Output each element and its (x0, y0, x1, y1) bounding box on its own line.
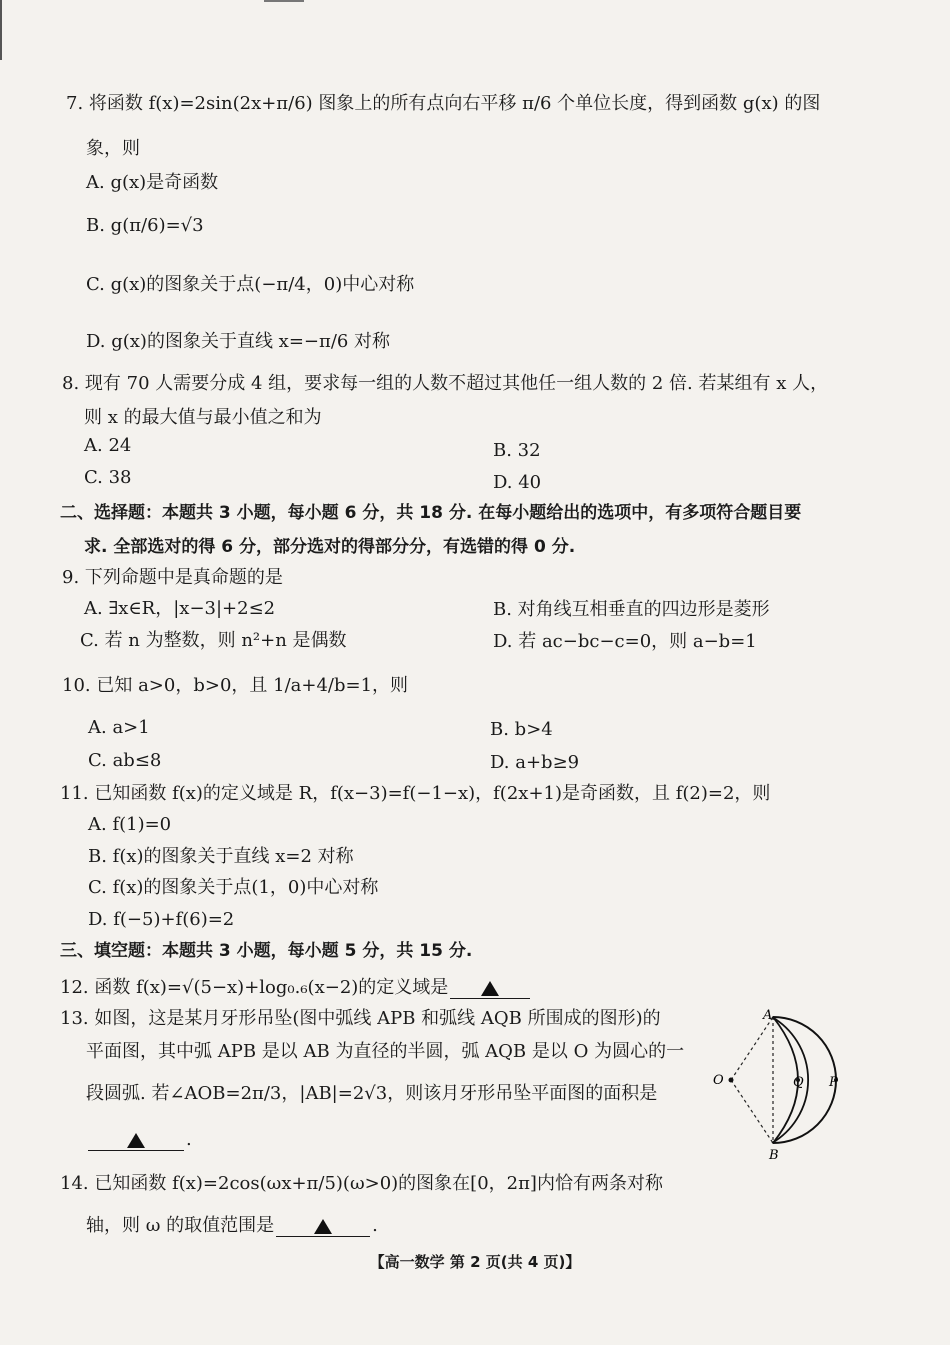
q7-option-d: D. g(x)的图象关于直线 x=−π/6 对称 (86, 331, 391, 352)
section2-heading-line1: 二、选择题：本题共 3 小题，每小题 6 分，共 18 分. 在每小题给出的选项中，有多项符合题目要 (60, 503, 802, 523)
q9-option-a: A. ∃x∈R，|x−3|+2≤2 (84, 598, 276, 619)
q12-stem: 12. 函数 f(x)=√(5−x)+log₀.₆(x−2)的定义域是 (60, 977, 449, 998)
arc-apb (773, 1017, 836, 1143)
q11-option-c: C. f(x)的图象关于点(1，0)中心对称 (88, 877, 379, 898)
segment-oa (731, 1017, 773, 1080)
q7-option-c: C. g(x)的图象关于点(−π/4，0)中心对称 (86, 274, 415, 295)
q13-answer-line (86, 1128, 192, 1152)
q7-option-b: B. g(π/6)=√3 (86, 215, 204, 236)
q10-option-a: A. a>1 (88, 717, 150, 738)
q10-option-b: B. b>4 (490, 719, 553, 740)
answer-triangle-icon (481, 981, 499, 996)
q12-line (60, 976, 532, 1000)
q11-option-b: B. f(x)的图象关于直线 x=2 对称 (88, 846, 354, 867)
q12-answer-blank[interactable] (450, 976, 530, 999)
q14-answer-blank[interactable] (276, 1214, 370, 1237)
crescent-diagram (705, 1005, 855, 1165)
q8-stem-line2: 则 x 的最大值与最小值之和为 (84, 407, 322, 428)
point-o (729, 1078, 734, 1083)
q14-stem-line2-wrap (86, 1214, 378, 1238)
q9-stem: 9. 下列命题中是真命题的是 (62, 567, 283, 588)
label-a: A (763, 1008, 773, 1023)
q10-stem: 10. 已知 a>0，b>0，且 1/a+4/b=1，则 (62, 675, 409, 696)
label-q: Q (793, 1075, 804, 1090)
q10-option-c: C. ab≤8 (88, 750, 162, 771)
crescent-pendant-figure (705, 1005, 855, 1165)
q8-option-c: C. 38 (84, 467, 132, 488)
label-p: P (829, 1075, 838, 1090)
label-b: B (769, 1148, 779, 1163)
q11-option-d: D. f(−5)+f(6)=2 (88, 909, 235, 930)
q13-stem-line3: 段圆弧. 若∠AOB=2π/3，|AB|=2√3，则该月牙形吊坠平面图的面积是 (86, 1083, 658, 1104)
q10-option-d: D. a+b≥9 (490, 752, 580, 773)
q11-option-a: A. f(1)=0 (88, 814, 172, 835)
q9-option-d: D. 若 ac−bc−c=0，则 a−b=1 (493, 631, 757, 652)
answer-triangle-icon (127, 1133, 145, 1148)
scan-top-mark (264, 0, 304, 2)
q7-option-a: A. g(x)是奇函数 (86, 172, 219, 193)
q14-stem-line1: 14. 已知函数 f(x)=2cos(ωx+π/5)(ω>0)的图象在[0，2π]内恰有两条对称 (60, 1173, 663, 1194)
q8-option-a: A. 24 (84, 435, 132, 456)
q8-option-b: B. 32 (493, 440, 541, 461)
label-o: O (713, 1073, 724, 1088)
q8-stem-line1: 8. 现有 70 人需要分成 4 组，要求每一组的人数不超过其他任一组人数的 2 倍. 若某组有 x 人， (62, 373, 829, 394)
q13-stem-line1: 13. 如图，这是某月牙形吊坠(图中弧线 APB 和弧线 AQB 所围成的图形)的 (60, 1008, 661, 1029)
q7-stem-line2: 象，则 (86, 138, 140, 159)
q14-stem-line2: 轴，则 ω 的取值范围是 (86, 1215, 275, 1236)
section2-heading-line2: 求. 全部选对的得 6 分，部分选对的得部分分，有选错的得 0 分. (84, 537, 576, 557)
section3-heading: 三、填空题：本题共 3 小题，每小题 5 分，共 15 分. (60, 941, 473, 961)
q9-option-b: B. 对角线互相垂直的四边形是菱形 (493, 599, 770, 620)
page-footer: 【高一数学 第 2 页(共 4 页)】 (369, 1253, 581, 1271)
q13-period: . (186, 1129, 192, 1150)
q13-stem-line2: 平面图，其中弧 APB 是以 AB 为直径的半圆，弧 AQB 是以 O 为圆心的一 (86, 1041, 685, 1062)
q11-stem: 11. 已知函数 f(x)的定义域是 R，f(x−3)=f(−1−x)，f(2x+1)是奇函数，且 f(2)=2，则 (60, 783, 771, 804)
answer-triangle-icon (314, 1219, 332, 1234)
q14-period: . (372, 1215, 378, 1236)
q8-option-d: D. 40 (493, 472, 542, 493)
q7-stem-line1: 7. 将函数 f(x)=2sin(2x+π/6) 图象上的所有点向右平移 π/6 个单位长度，得到函数 g(x) 的图 (66, 93, 821, 114)
segment-ob (731, 1080, 773, 1143)
q13-answer-blank[interactable] (88, 1128, 184, 1151)
q9-option-c: C. 若 n 为整数，则 n²+n 是偶数 (80, 630, 347, 651)
scan-edge-mark (0, 0, 16, 60)
